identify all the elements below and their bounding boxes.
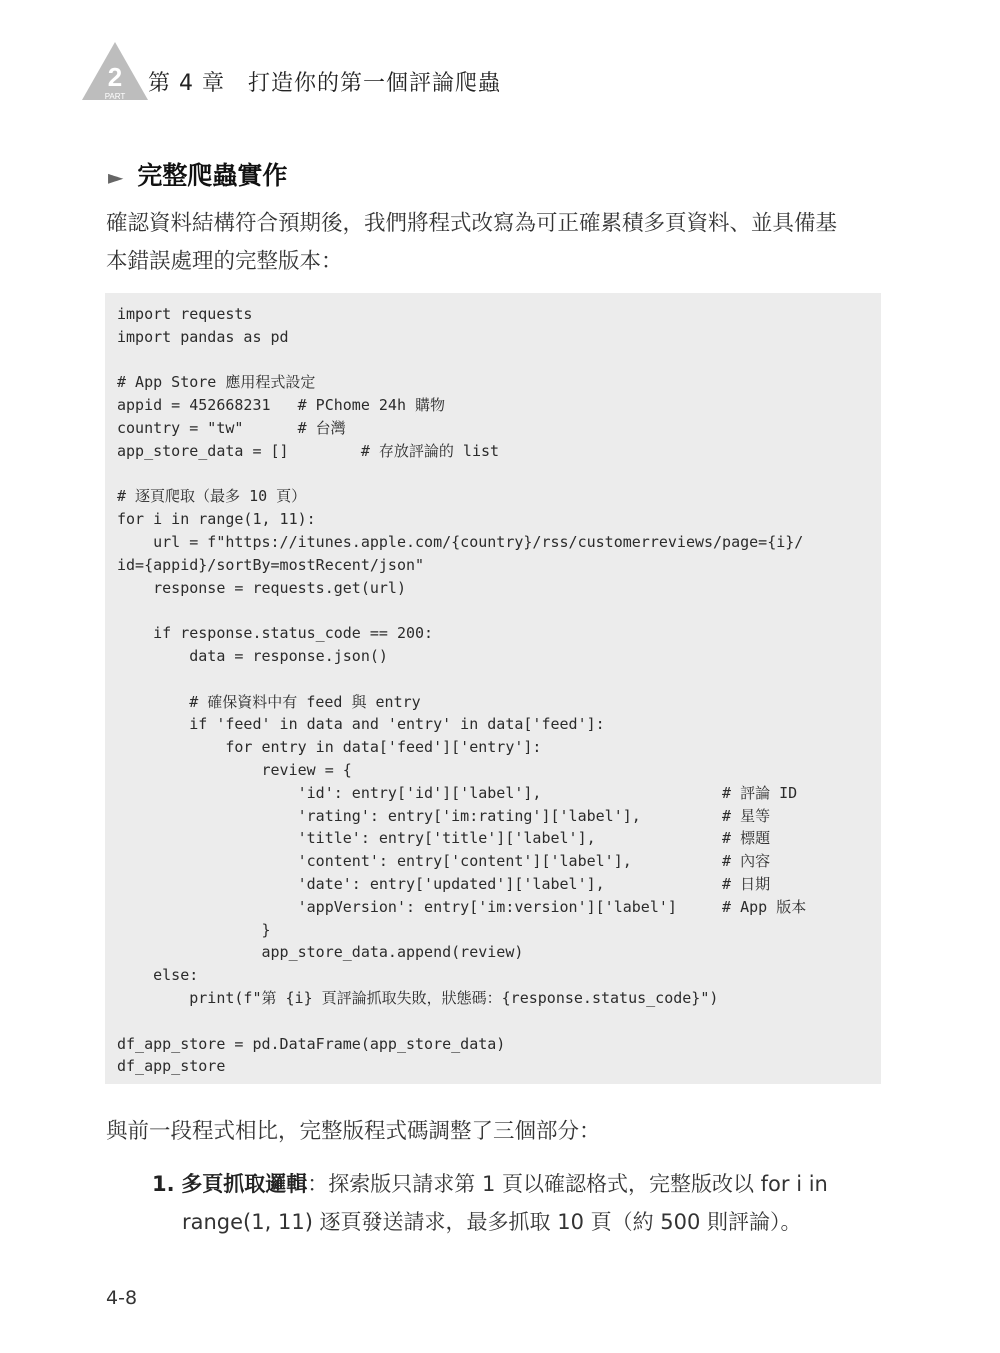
code-line xyxy=(117,599,881,622)
intro-line-1: 確認資料結構符合預期後，我們將程式改寫為可正確累積多頁資料、並具備基 xyxy=(106,211,838,236)
list-item-lead: 多頁抓取邏輯 xyxy=(181,1172,308,1196)
code-line: if 'feed' in data and 'entry' in data['feed']: xyxy=(117,715,605,734)
code-line: for i in range(1, 11): xyxy=(117,510,316,529)
code-line: df_app_store xyxy=(117,1057,226,1076)
code-line: review = { xyxy=(117,760,352,779)
code-line: 'appVersion': entry['im:version']['label'] # App 版本 xyxy=(117,897,807,916)
code-line: # 確保資料中有 feed 與 entry xyxy=(117,692,421,711)
code-line: # 逐頁爬取（最多 10 頁） xyxy=(117,487,307,506)
code-line xyxy=(117,1010,881,1033)
code-line: app_store_data.append(review) xyxy=(117,943,524,962)
code-line: data = response.json() xyxy=(117,646,388,665)
list-item-text-1: ：探索版只請求第 1 頁以確認格式，完整版改以 for i in xyxy=(307,1172,828,1196)
intro-line-2: 本錯誤處理的完整版本： xyxy=(106,249,343,274)
code-lines xyxy=(117,303,881,1078)
part-label: PART xyxy=(104,92,126,101)
part-triangle-icon xyxy=(80,40,150,102)
code-line: for entry in data['feed']['entry']: xyxy=(117,738,542,757)
list-item-line-1 xyxy=(152,1165,887,1203)
list-item-number: 1. xyxy=(152,1172,175,1196)
intro-paragraph xyxy=(106,205,886,281)
code-line: 'id': entry['id']['label'], # 評論 ID xyxy=(117,783,798,802)
section-heading xyxy=(108,156,287,192)
summary-paragraph: 與前一段程式相比，完整版程式碼調整了三個部分： xyxy=(106,1119,601,1144)
code-line: # App Store 應用程式設定 xyxy=(117,373,316,392)
chapter-title: 第 4 章 打造你的第一個評論爬蟲 xyxy=(148,71,501,96)
code-line: df_app_store = pd.DataFrame(app_store_data) xyxy=(117,1034,506,1053)
code-line: 'rating': entry['im:rating']['label'], # 星等 xyxy=(117,806,771,825)
code-line: import pandas as pd xyxy=(117,327,289,346)
code-line: if response.status_code == 200: xyxy=(117,624,434,643)
code-line: } xyxy=(117,920,271,939)
list-item-line-2: range(1, 11) 逐頁發送請求，最多抓取 10 頁（約 500 則評論）。 xyxy=(182,1210,802,1234)
part-number: 2 xyxy=(107,62,123,92)
code-line: response = requests.get(url) xyxy=(117,578,406,597)
code-line xyxy=(117,463,881,486)
code-line: import requests xyxy=(117,305,253,323)
code-line: country = "tw" # 台灣 xyxy=(117,418,346,437)
code-line: id={appid}/sortBy=mostRecent/json" xyxy=(117,555,425,574)
code-line: url = f"https://itunes.apple.com/{country}/rss/customerreviews/page={i}/ xyxy=(117,532,804,551)
list-item xyxy=(152,1165,887,1241)
code-line xyxy=(117,349,881,372)
code-line: 'title': entry['title']['label'], # 標題 xyxy=(117,829,771,848)
code-line: 'content': entry['content']['label'], # 內容 xyxy=(117,852,771,871)
part-badge xyxy=(80,40,150,102)
code-line: 'date': entry['updated']['label'], # 日期 xyxy=(117,874,771,893)
triangle-marker-icon: ► xyxy=(108,165,124,189)
code-line: appid = 452668231 # PChome 24h 購物 xyxy=(117,396,446,415)
code-line: else: xyxy=(117,966,199,985)
code-line: print(f"第 {i} 頁評論抓取失敗，狀態碼：{response.status_code}") xyxy=(117,988,719,1007)
page-number: 4-8 xyxy=(106,1287,138,1309)
code-line xyxy=(117,668,881,691)
code-block xyxy=(105,293,881,1084)
code-line: app_store_data = [] # 存放評論的 list xyxy=(117,441,500,460)
section-heading-text: 完整爬蟲實作 xyxy=(137,161,288,190)
